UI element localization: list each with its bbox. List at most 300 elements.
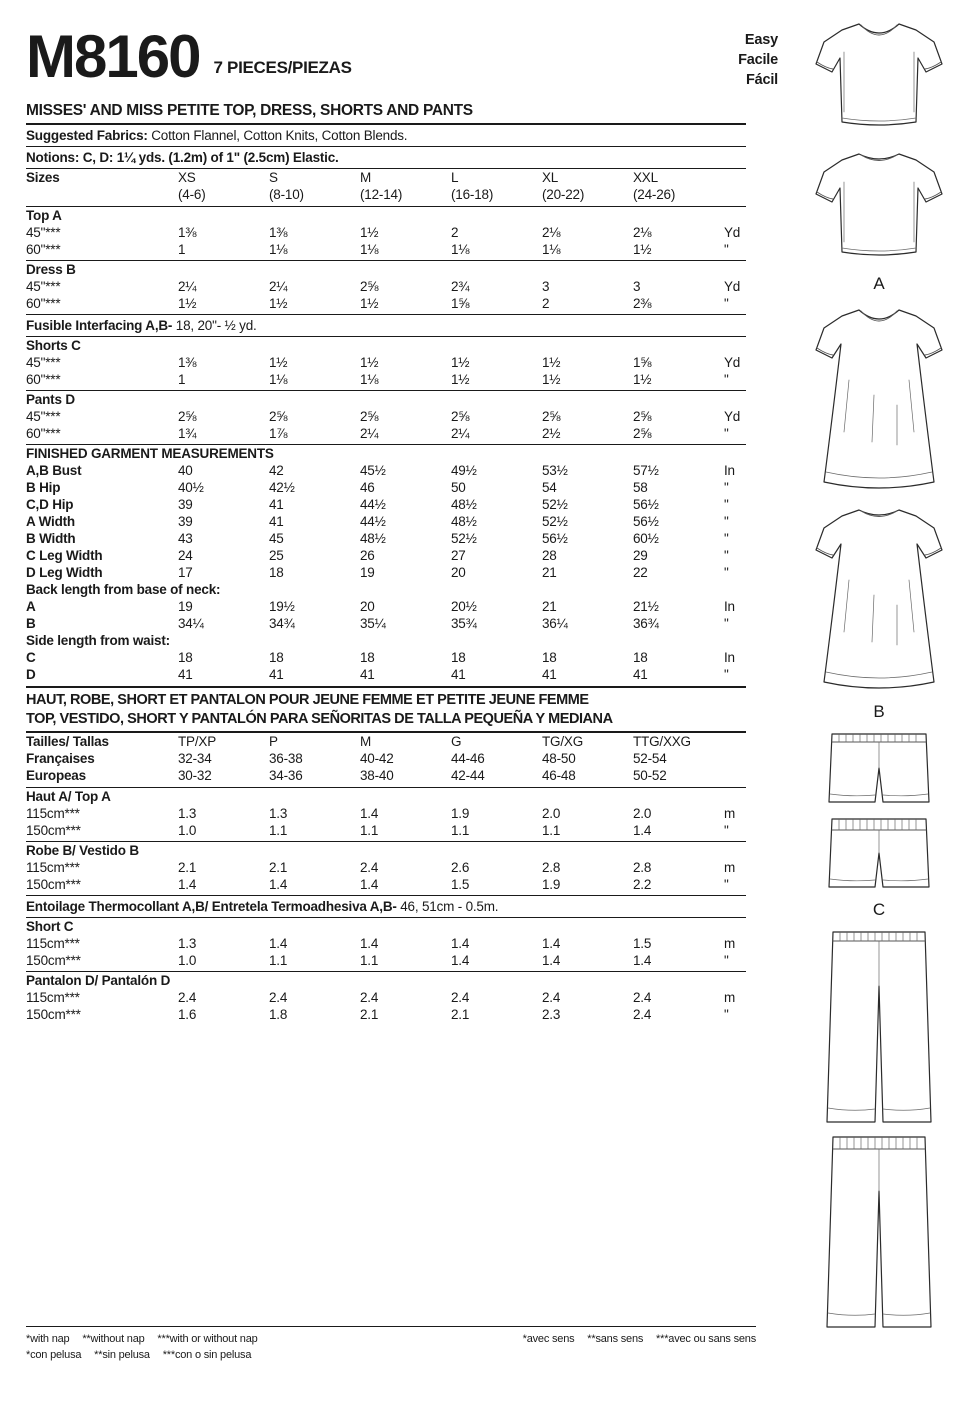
finished-heading: FINISHED GARMENT MEASUREMENTS xyxy=(26,446,274,461)
piece-count: 7 PIECES/PIEZAS xyxy=(213,58,352,77)
cell: 3 xyxy=(633,279,641,294)
cell: 1½ xyxy=(451,355,470,370)
row-label: 60"*** xyxy=(26,242,61,257)
table-row xyxy=(26,337,756,354)
cell: 1 xyxy=(178,242,186,257)
unit-cell: " xyxy=(724,565,729,580)
table-row xyxy=(26,989,756,1006)
cell: 42 xyxy=(269,463,284,478)
table-row xyxy=(26,1006,756,1023)
cell: 1⅛ xyxy=(542,242,561,257)
shorts-front-icon xyxy=(819,728,939,813)
cell: 27 xyxy=(451,548,466,563)
row-label: 115cm*** xyxy=(26,936,80,951)
cell: 40 xyxy=(178,463,193,478)
size-name-m: M xyxy=(360,170,372,185)
row-label: 60"*** xyxy=(26,372,61,387)
cell: 41 xyxy=(269,667,284,682)
unit-cell: m xyxy=(724,990,736,1005)
table-row xyxy=(26,788,756,805)
row-label: 150cm*** xyxy=(26,823,81,838)
cell: 1.9 xyxy=(451,806,470,821)
table-row xyxy=(26,733,756,750)
top-back-icon xyxy=(804,142,954,272)
cell: 1.4 xyxy=(360,806,379,821)
cell: 2.0 xyxy=(542,806,561,821)
cell: 1.1 xyxy=(269,953,288,968)
row-label: 45"*** xyxy=(26,279,61,294)
cell: 60½ xyxy=(633,531,659,546)
cell: 35¾ xyxy=(451,616,477,631)
row-label: 45"*** xyxy=(26,225,61,240)
cell: 2⅝ xyxy=(360,279,379,294)
cell: 2.0 xyxy=(633,806,652,821)
row-label: 150cm*** xyxy=(26,877,81,892)
cell: 48½ xyxy=(451,514,477,529)
footnotes-block xyxy=(26,1326,756,1363)
notions-value: C, D: 1¼ yds. (1.2m) of 1" (2.5cm) Elastic. xyxy=(82,150,339,165)
cell: 30-32 xyxy=(178,768,212,783)
cell: 1.6 xyxy=(178,1007,197,1022)
cell: 35¼ xyxy=(360,616,386,631)
cell: 44-46 xyxy=(451,751,485,766)
cell: 1⅛ xyxy=(269,242,288,257)
unit-cell: " xyxy=(724,616,729,631)
cell: M xyxy=(360,734,372,749)
row-label: C xyxy=(26,650,36,665)
unit-cell: " xyxy=(724,548,729,563)
cell: P xyxy=(269,734,278,749)
backlength-heading: Back length from base of neck: xyxy=(26,582,221,597)
table-row xyxy=(26,767,756,784)
cell: 43 xyxy=(178,531,193,546)
cell: 52½ xyxy=(451,531,477,546)
metric-table-haut-a xyxy=(26,788,756,839)
yardage-table-shorts-c xyxy=(26,337,756,388)
cell: 1½ xyxy=(178,296,197,311)
cell: 1½ xyxy=(269,296,288,311)
row-label: D xyxy=(26,667,36,682)
cell: 18 xyxy=(178,650,193,665)
row-label: B Width xyxy=(26,531,76,546)
footnotes-en xyxy=(26,1331,268,1347)
table-row xyxy=(26,371,756,388)
cell: 1.5 xyxy=(633,936,652,951)
notions-row xyxy=(26,147,746,168)
table-row xyxy=(26,649,756,666)
cell: 1½ xyxy=(542,372,561,387)
intl-title-es: TOP, VESTIDO, SHORT Y PANTALÓN PARA SEÑORITAS DE TALLA PEQUEÑA Y MEDIANA xyxy=(26,711,613,727)
cell: 1⅜ xyxy=(178,225,197,240)
cell: 41 xyxy=(360,667,375,682)
cell: 2 xyxy=(451,225,459,240)
cell: 39 xyxy=(178,497,193,512)
fusible-interfacing-imperial xyxy=(26,315,746,336)
cell: 2.8 xyxy=(633,860,652,875)
row-label: 45"*** xyxy=(26,355,61,370)
cell: 2⅝ xyxy=(178,409,197,424)
cell: 18 xyxy=(451,650,466,665)
section-title: Haut A/ Top A xyxy=(26,789,111,804)
cell: 2¼ xyxy=(178,279,197,294)
cell: 19½ xyxy=(269,599,295,614)
cell: 18 xyxy=(360,650,375,665)
cell: 17 xyxy=(178,565,193,580)
cell: 1.5 xyxy=(451,877,470,892)
cell: 2.4 xyxy=(633,1007,652,1022)
cell: 1⅛ xyxy=(360,372,379,387)
size-range-xl: (20-22) xyxy=(542,187,585,202)
cell: 56½ xyxy=(542,531,568,546)
cell: 41 xyxy=(269,497,284,512)
cell: 44½ xyxy=(360,497,386,512)
table-row xyxy=(26,935,756,952)
table-row xyxy=(26,615,756,632)
unit-cell: m xyxy=(724,936,736,951)
intl-sizes-table xyxy=(26,733,756,784)
cell: 1.3 xyxy=(269,806,288,821)
cell: 46 xyxy=(360,480,375,495)
title-row xyxy=(26,14,746,90)
unit-cell: In xyxy=(724,463,735,478)
cell: 1.3 xyxy=(178,936,197,951)
table-row xyxy=(26,547,756,564)
cell: 1⅛ xyxy=(451,242,470,257)
table-row xyxy=(26,207,756,224)
pattern-number: M8160 xyxy=(26,23,200,90)
row-label: 60"*** xyxy=(26,426,61,441)
cell: 1⅝ xyxy=(451,296,470,311)
sizes-header-table xyxy=(26,169,756,203)
cell: 1.1 xyxy=(360,823,379,838)
pants-back-icon xyxy=(819,1131,939,1336)
cell: 2¾ xyxy=(451,279,470,294)
cell: 2.4 xyxy=(269,990,288,1005)
cell: 21 xyxy=(542,565,557,580)
cell: 2.4 xyxy=(451,990,470,1005)
cell: 39 xyxy=(178,514,193,529)
unit-cell: Yd xyxy=(724,225,741,240)
metric-table-short-c xyxy=(26,918,756,969)
row-label: 45"*** xyxy=(26,409,61,424)
unit-cell: Yd xyxy=(724,279,741,294)
unit-cell: " xyxy=(724,296,729,311)
unit-cell: " xyxy=(724,531,729,546)
cell: 1½ xyxy=(360,296,379,311)
table-row xyxy=(26,972,756,989)
cell: 1.4 xyxy=(451,936,470,951)
table-row xyxy=(26,445,756,462)
footnote-sans-sens: **sans sens xyxy=(587,1333,644,1345)
fusible-interfacing-label: Fusible Interfacing A,B- xyxy=(26,318,173,333)
cell: 29 xyxy=(633,548,648,563)
illustration-top-back xyxy=(795,142,963,272)
cell: 2⅝ xyxy=(633,409,652,424)
table-row xyxy=(26,278,756,295)
sidelength-heading: Side length from waist: xyxy=(26,633,170,648)
cell: 20 xyxy=(360,599,375,614)
cell: TP/XP xyxy=(178,734,217,749)
cell: 41 xyxy=(451,667,466,682)
unit-cell: " xyxy=(724,667,729,682)
row-label: 150cm*** xyxy=(26,953,81,968)
cell: 1⅛ xyxy=(360,242,379,257)
cell: 1⅝ xyxy=(633,355,652,370)
cell: 1.0 xyxy=(178,953,197,968)
cell: 44½ xyxy=(360,514,386,529)
cell: 48½ xyxy=(451,497,477,512)
cell: 1⅜ xyxy=(178,355,197,370)
row-label: A xyxy=(26,599,36,614)
table-row xyxy=(26,598,756,615)
unit-cell: Yd xyxy=(724,409,741,424)
cell: 19 xyxy=(178,599,193,614)
yardage-table-pants-d xyxy=(26,391,756,442)
size-name-l: L xyxy=(451,170,459,185)
size-name-xs: XS xyxy=(178,170,196,185)
cell: 1½ xyxy=(360,355,379,370)
cell: 1.3 xyxy=(178,806,197,821)
illustration-shorts-front xyxy=(795,728,963,813)
cell: 2.1 xyxy=(178,860,197,875)
suggested-fabrics-value: Cotton Flannel, Cotton Knits, Cotton Blends. xyxy=(151,128,408,143)
cell: G xyxy=(451,734,462,749)
cell: TTG/XXG xyxy=(633,734,691,749)
cell: 49½ xyxy=(451,463,477,478)
footnote-without-nap: **without nap xyxy=(82,1333,145,1345)
table-row xyxy=(26,666,756,683)
table-row xyxy=(26,408,756,425)
cell: 41 xyxy=(542,667,557,682)
cell: 52½ xyxy=(542,497,568,512)
cell: 2.8 xyxy=(542,860,561,875)
cell: 19 xyxy=(360,565,375,580)
table-row xyxy=(26,169,756,186)
table-row xyxy=(26,876,756,893)
cell: 2.4 xyxy=(542,990,561,1005)
row-label: B Hip xyxy=(26,480,61,495)
cell: 2¼ xyxy=(269,279,288,294)
row-label: 115cm*** xyxy=(26,806,80,821)
cell: 2.1 xyxy=(269,860,288,875)
cell: 2⅝ xyxy=(451,409,470,424)
cell: 38-40 xyxy=(360,768,394,783)
suggested-fabrics-label: Suggested Fabrics: xyxy=(26,128,148,143)
yardage-table-dress-b xyxy=(26,261,756,312)
table-row xyxy=(26,632,756,649)
finished-measurements-table xyxy=(26,445,756,683)
illustration-top-front xyxy=(795,12,963,142)
unit-cell: m xyxy=(724,806,736,821)
cell: 48½ xyxy=(360,531,386,546)
section-title: Dress B xyxy=(26,262,76,277)
row-label: 60"*** xyxy=(26,296,61,311)
cell: 2½ xyxy=(542,426,561,441)
size-range-s: (8-10) xyxy=(269,187,304,202)
unit-cell: " xyxy=(724,372,729,387)
cell: 1.4 xyxy=(178,877,197,892)
size-name-s: S xyxy=(269,170,278,185)
table-row xyxy=(26,391,756,408)
cell: 21 xyxy=(542,599,557,614)
row-label: Europeas xyxy=(26,768,86,783)
cell: 21½ xyxy=(633,599,659,614)
illustration-dress-back xyxy=(795,500,963,700)
cell: 1.1 xyxy=(360,953,379,968)
cell: 1½ xyxy=(633,372,652,387)
cell: 1.4 xyxy=(542,936,561,951)
section-title: Short C xyxy=(26,919,74,934)
cell: 50 xyxy=(451,480,466,495)
cell: 2⅛ xyxy=(633,225,652,240)
page-title: MISSES' AND MISS PETITE TOP, DRESS, SHORTS AND PANTS xyxy=(26,102,473,119)
row-label: C,D Hip xyxy=(26,497,74,512)
section-title: Robe B/ Vestido B xyxy=(26,843,139,858)
cell: 24 xyxy=(178,548,193,563)
table-row xyxy=(26,425,756,442)
cell: 2⅝ xyxy=(633,426,652,441)
size-range-m: (12-14) xyxy=(360,187,403,202)
cell: 2 xyxy=(542,296,550,311)
dress-back-icon xyxy=(804,500,954,700)
cell: 2.4 xyxy=(360,990,379,1005)
garment-illustrations xyxy=(795,12,963,1336)
cell: 18 xyxy=(269,650,284,665)
section-title: Shorts C xyxy=(26,338,81,353)
cell: 1½ xyxy=(542,355,561,370)
section-title: Top A xyxy=(26,208,62,223)
cell: 2⅜ xyxy=(633,296,652,311)
table-row xyxy=(26,530,756,547)
cell: 18 xyxy=(542,650,557,665)
row-label: 115cm*** xyxy=(26,990,80,1005)
cell: 2⅝ xyxy=(269,409,288,424)
unit-cell: Yd xyxy=(724,355,741,370)
row-label: 150cm*** xyxy=(26,1007,81,1022)
footnote-avec-sens: *avec sens xyxy=(522,1333,575,1345)
footnote-sin-pelusa: **sin pelusa xyxy=(94,1349,150,1361)
cell: 36¾ xyxy=(633,616,659,631)
cell: 20½ xyxy=(451,599,477,614)
cell: 1.4 xyxy=(542,953,561,968)
table-row xyxy=(26,496,756,513)
cell: 1.0 xyxy=(178,823,197,838)
table-row xyxy=(26,513,756,530)
cell: 48-50 xyxy=(542,751,576,766)
cell: 57½ xyxy=(633,463,659,478)
suggested-fabrics-row xyxy=(26,125,746,146)
entoilage-label: Entoilage Thermocollant A,B/ Entretela Termoadhesiva A,B- xyxy=(26,899,397,914)
cell: 18 xyxy=(633,650,648,665)
cell: 2¼ xyxy=(451,426,470,441)
entoilage-value: 46, 51cm - 0.5m. xyxy=(396,899,499,914)
cell: 34¼ xyxy=(178,616,204,631)
unit-cell: " xyxy=(724,823,729,838)
cell: 2.4 xyxy=(178,990,197,1005)
cell: 1.4 xyxy=(360,877,379,892)
cell: 1.1 xyxy=(451,823,470,838)
cell: 34-36 xyxy=(269,768,303,783)
table-row xyxy=(26,822,756,839)
cell: 40-42 xyxy=(360,751,394,766)
difficulty-en: Easy xyxy=(744,32,778,48)
footnotes-es xyxy=(26,1347,261,1363)
intl-title-fr: HAUT, ROBE, SHORT ET PANTALON POUR JEUNE FEMME ET PETITE JEUNE FEMME xyxy=(26,692,589,708)
cell: 45½ xyxy=(360,463,386,478)
cell: 1½ xyxy=(360,225,379,240)
cell: 2⅝ xyxy=(360,409,379,424)
metric-table-robe-b xyxy=(26,842,756,893)
cell: 1.4 xyxy=(633,953,652,968)
cell: 1.4 xyxy=(360,936,379,951)
footnote-avec-ou-sans-sens: ***avec ou sans sens xyxy=(656,1333,756,1345)
cell: 1⅛ xyxy=(269,372,288,387)
unit-cell: " xyxy=(724,242,729,257)
cell: 1½ xyxy=(633,242,652,257)
size-range-l: (16-18) xyxy=(451,187,494,202)
cell: 1.8 xyxy=(269,1007,288,1022)
size-name-xl: XL xyxy=(542,170,559,185)
table-row xyxy=(26,462,756,479)
unit-cell: In xyxy=(724,650,735,665)
size-range-xxl: (24-26) xyxy=(633,187,676,202)
row-label: A Width xyxy=(26,514,75,529)
cell: 1½ xyxy=(269,355,288,370)
cell: 25 xyxy=(269,548,284,563)
cell: 42½ xyxy=(269,480,295,495)
table-row xyxy=(26,224,756,241)
difficulty-es: Fácil xyxy=(745,72,778,88)
unit-cell: In xyxy=(724,599,735,614)
illustration-pants-front xyxy=(795,926,963,1131)
table-row xyxy=(26,805,756,822)
cell: 1.4 xyxy=(269,936,288,951)
footnote-con-o-sin-pelusa: ***con o sin pelusa xyxy=(162,1349,252,1361)
section-title: Pants D xyxy=(26,392,75,407)
cell: 2¼ xyxy=(360,426,379,441)
cell: 1.4 xyxy=(269,877,288,892)
cell: 2.1 xyxy=(451,1007,470,1022)
cell: 34¾ xyxy=(269,616,295,631)
cell: 1.1 xyxy=(269,823,288,838)
cell: 1.9 xyxy=(542,877,561,892)
table-row xyxy=(26,354,756,371)
cell: 45 xyxy=(269,531,284,546)
cell: 2⅛ xyxy=(542,225,561,240)
cell: 20 xyxy=(451,565,466,580)
cell: 42-44 xyxy=(451,768,485,783)
notions-label: Notions: xyxy=(26,150,80,165)
illustration-pants-back xyxy=(795,1131,963,1336)
cell: 41 xyxy=(633,667,648,682)
row-label: D Leg Width xyxy=(26,565,103,580)
size-name-xxl: XXL xyxy=(633,170,658,185)
footnote-with-nap: *with nap xyxy=(26,1333,70,1345)
cell: 2.2 xyxy=(633,877,652,892)
cell: 56½ xyxy=(633,497,659,512)
cell: 40½ xyxy=(178,480,204,495)
row-label: 115cm*** xyxy=(26,860,80,875)
cell: 50-52 xyxy=(633,768,667,783)
top-front-icon xyxy=(804,12,954,142)
intl-sizes-label: Tailles/ Tallas xyxy=(26,734,109,749)
cell: 36¼ xyxy=(542,616,568,631)
cell: 32-34 xyxy=(178,751,212,766)
fusible-interfacing-metric xyxy=(26,896,746,917)
cell: 41 xyxy=(269,514,284,529)
cell: 41 xyxy=(178,667,193,682)
unit-cell: " xyxy=(724,480,729,495)
